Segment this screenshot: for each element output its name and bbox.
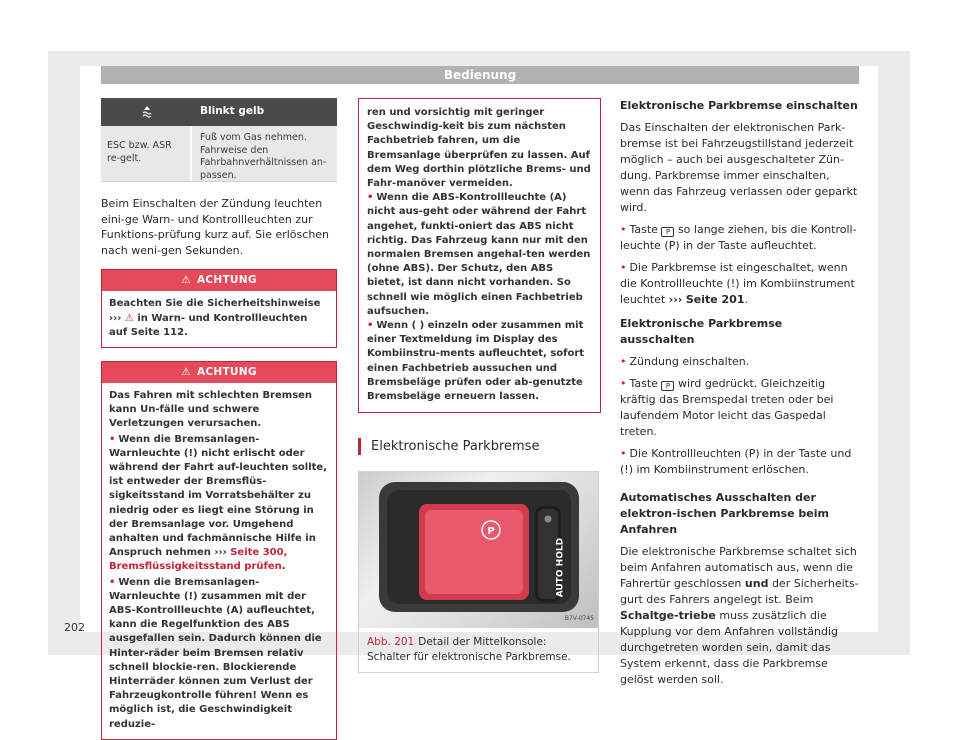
brake-warning-icon: (!) (183, 590, 198, 602)
bullet-text: Die Kontrollleuchten (629, 447, 741, 460)
warning-bullet: • Wenn die Bremsanlagen-Warnleuchte (!) nicht erlischt oder während der Fahrt auf-leuchten sollte, ist entweder der Bremsflüs-sigkeitsstand im Vorratsbehälter zu niedrig oder es liegt eine Störung in der Bremsanlage vor. Umgehend anhalten und fachmännische Hilfe in Anspruch nehmen ››› Seite 300, Bremsflüssigkeitsstand prüfen. (109, 433, 328, 573)
bullet-icon: • (109, 433, 116, 445)
bullet-icon: • (367, 192, 374, 204)
bullet-text: im Kombiinstrument erlöschen. (636, 463, 809, 476)
warning-bullet (367, 191, 593, 319)
warning-box (101, 361, 337, 740)
warning-body (102, 291, 336, 347)
warning-bullet (367, 319, 593, 404)
paragraph-text: muss zusätzlich die Kupplung vor dem Anfahren vollständig durchgetreten worden sein, damit das System erkennt, dass die Parkbremse gelöst werden soll. (620, 609, 839, 686)
table-cell: Fuß vom Gas nehmen. Fahrweise den Fahrbahnverhältnissen an-passen. (200, 132, 327, 181)
figure-code: B7V-0745 (564, 615, 594, 623)
page-link[interactable]: Seite 300, Bremsflüssigkeitsstand prüfen (109, 547, 288, 573)
section-title: Elektronische Parkbremse (358, 438, 601, 455)
bullet-text: Taste (629, 223, 658, 236)
subheading: Elektronische Parkbremse einschalten (620, 99, 858, 112)
warning-text: Das Fahren mit schlechten Bremsen kann Un-fälle und schwere Verletzungen verursachen. (109, 389, 313, 430)
warning-icon: ⚠ (181, 274, 191, 287)
subheading: Elektronische Parkbremse ausschalten (620, 317, 783, 346)
bullet-icon: • (620, 261, 627, 274)
column-right (620, 98, 860, 688)
bullet-icon: • (620, 447, 627, 460)
list-item (620, 354, 860, 370)
warning-box (101, 269, 337, 348)
figure-label: Abb. 201 (367, 636, 415, 649)
warning-continued (358, 98, 601, 413)
bullet-text: nicht aus-geht oder während der Fahrt angehet, funkti-oniert das ABS nicht richtig. Das Fahrzeug kann nur mit den normalen Bremsen angehal-ten werden (ohne ABS). Der Schutz, den ABS bietet, ist dann nicht vorhanden. So schnell wie möglich einen Fachbetrieb aufsuchen. (367, 206, 591, 317)
table-header (101, 98, 337, 126)
bullet-icon: • (620, 377, 627, 390)
warning-body (102, 383, 336, 739)
auto-hold-button-label: AUTO HOLD (555, 538, 566, 598)
table-cell: ESC bzw. ASR re-gelt. (101, 126, 192, 181)
warning-text: Beachten Sie die Sicherheitshinweise (109, 298, 321, 310)
brake-warning-icon: (!) (726, 277, 740, 290)
steering-skid-icon (101, 98, 192, 126)
paragraph-text: der Sicherheits-gurt des Fahrers angelegt ist. Beim (620, 577, 859, 606)
bullet-text: zusammen mit der ABS-Kontrollleuchte (109, 590, 306, 617)
page-number: 202 (64, 621, 85, 634)
warning-icon: ⚠ (181, 365, 191, 378)
warning-header (102, 362, 336, 383)
bullet-text: Taste (629, 377, 658, 390)
bullet-text: im Kombiinstrument leuchtet (620, 277, 855, 306)
bullet-icon: • (367, 320, 374, 332)
warning-header (102, 270, 336, 291)
bullet-text: aufleuchtet, kann die Regelfunktion des ABS ausgefallen sein. Dadurch können die Hinter-räder beim Bremsen relativ schnell blockie-ren. Blockierende Hinterräder können zum Verlust der Fahrzeugkontrolle führen! Wenn es möglich ist, die Geschwindigkeit reduzie- (109, 605, 322, 730)
ref-arrows: ››› (214, 547, 227, 559)
bullet-text: Wenn die Bremsanlagen-Warnleuchte (109, 433, 260, 459)
brake-pad-icon: ( ) (411, 320, 425, 332)
bullet-text: Die Parkbremse ist eingeschaltet, wenn die Kontrollleuchte (620, 261, 848, 290)
list-item (620, 376, 860, 440)
list-item (620, 446, 860, 478)
column-middle (358, 98, 601, 673)
warning-small-icon: ⚠ (124, 312, 134, 324)
figure-caption-text: Detail der Mittelkonsole: Schalter für elektronische Parkbremse. (367, 636, 571, 663)
brake-warning-icon: (!) (183, 447, 198, 459)
warning-title: ACHTUNG (196, 365, 257, 378)
bullet-text: Wenn (376, 320, 409, 332)
warning-bullet (109, 576, 329, 732)
bullet-text: in der Taste aufleuchtet. (683, 239, 817, 252)
bullet-icon: • (620, 223, 627, 236)
paragraph: Das Einschalten der elektronischen Park-bremse ist bei Fahrzeugstillstand jederzeit möglich – auch bei ausgeschalteter Zün-dung. Parkbremse immer einschalten, wenn das Fahrzeug verlassen oder geparkt wird. (620, 121, 858, 214)
bullet-text: nicht erlischt oder während der Fahrt auf-leuchten sollte, ist entweder der Bremsflüs-sigkeitsstand im Vorratsbehälter zu niedrig oder es liegt eine Störung in der Bremsanlage vor. Umgehend anhalten und fachmännische Hilfe in Anspruch nehmen (109, 447, 328, 559)
paragraph (620, 544, 860, 688)
bullet-text: Wenn die ABS-Kontrollleuchte (376, 192, 547, 204)
abs-icon: (A) (549, 192, 567, 204)
parking-brake-icon: (P) (744, 447, 760, 460)
figure (358, 471, 599, 673)
paragraph-text: Die elektronische Parkbremse schaltet sich beim Anfahren automatisch aus, wenn die Fahrertür geschlossen (620, 545, 857, 590)
bullet-icon: • (109, 576, 116, 588)
warning-title: ACHTUNG (196, 274, 257, 287)
page-header: Bedienung (101, 66, 859, 84)
bullet-text: einzeln oder zusammen mit einer Textmeldung im Display des Kombiinstru-ments aufleuchtet, sofort einen Fachbetrieb aussuchen und Bremsbeläge prüfen oder ab-genutzte Bremsbeläge erneuern lassen. (367, 320, 585, 403)
subheading: Automatisches Ausschalten der elektron-ischen Parkbremse beim Anfahren (620, 491, 829, 536)
ref-arrows: ››› (109, 312, 122, 324)
emphasis: Schaltge-triebe (620, 609, 716, 622)
intro-paragraph: Beim Einschalten der Zündung leuchten eini-ge Warn- und Kontrollleuchten zur Funktions-prüfung kurz auf. Sie erlöschen nach weni-gen Sekunden. (101, 197, 330, 257)
page-link[interactable]: Seite 201 (685, 293, 745, 306)
bullet-text: in der Taste und (763, 447, 852, 460)
bullet-icon: • (620, 355, 627, 368)
parking-brake-button-icon: P (661, 227, 674, 237)
parking-brake-button-icon: P (661, 381, 674, 391)
list-item: • Die Parkbremse ist eingeschaltet, wenn die Kontrollleuchte (!) im Kombiinstrument leuchtet ››› Seite 201. (620, 261, 855, 306)
console-photo (359, 472, 598, 628)
parking-brake-icon: (P) (664, 239, 680, 252)
brake-warning-icon: (!) (620, 463, 633, 476)
table-header-label: Blinkt gelb (200, 105, 265, 118)
figure-caption (359, 628, 598, 672)
bullet-text: Wenn die Bremsanlagen-Warnleuchte (109, 576, 260, 602)
list-item (620, 222, 860, 254)
bullet-text: wird gedrückt. Gleichzeitig kräftig das Bremspedal treten oder bei laufendem Motor leicht das Gaspedal treten. (620, 377, 834, 438)
bullet-text: Zündung einschalten. (629, 355, 750, 368)
emphasis: und (744, 577, 769, 590)
bullet-text: so lange ziehen, bis die Kontroll-leuchte (620, 223, 857, 252)
ref-arrows: ››› (668, 293, 683, 306)
abs-icon: (A) (226, 605, 244, 617)
column-left (101, 98, 337, 740)
svg-text:P: P (487, 526, 495, 538)
table-row (101, 126, 337, 182)
warning-text: ren und vorsichtig mit geringer Geschwindig-keit bis zum nächsten Fachbetrieb fahren, um die Bremsanlage überprüfen zu lassen. Auf dem Weg dorthin plötzliche Brems- und Fahr-manöver vermeiden. (367, 107, 591, 190)
warning-text[interactable]: in Warn- und Kontrollleuchten auf Seite 112. (109, 312, 308, 338)
